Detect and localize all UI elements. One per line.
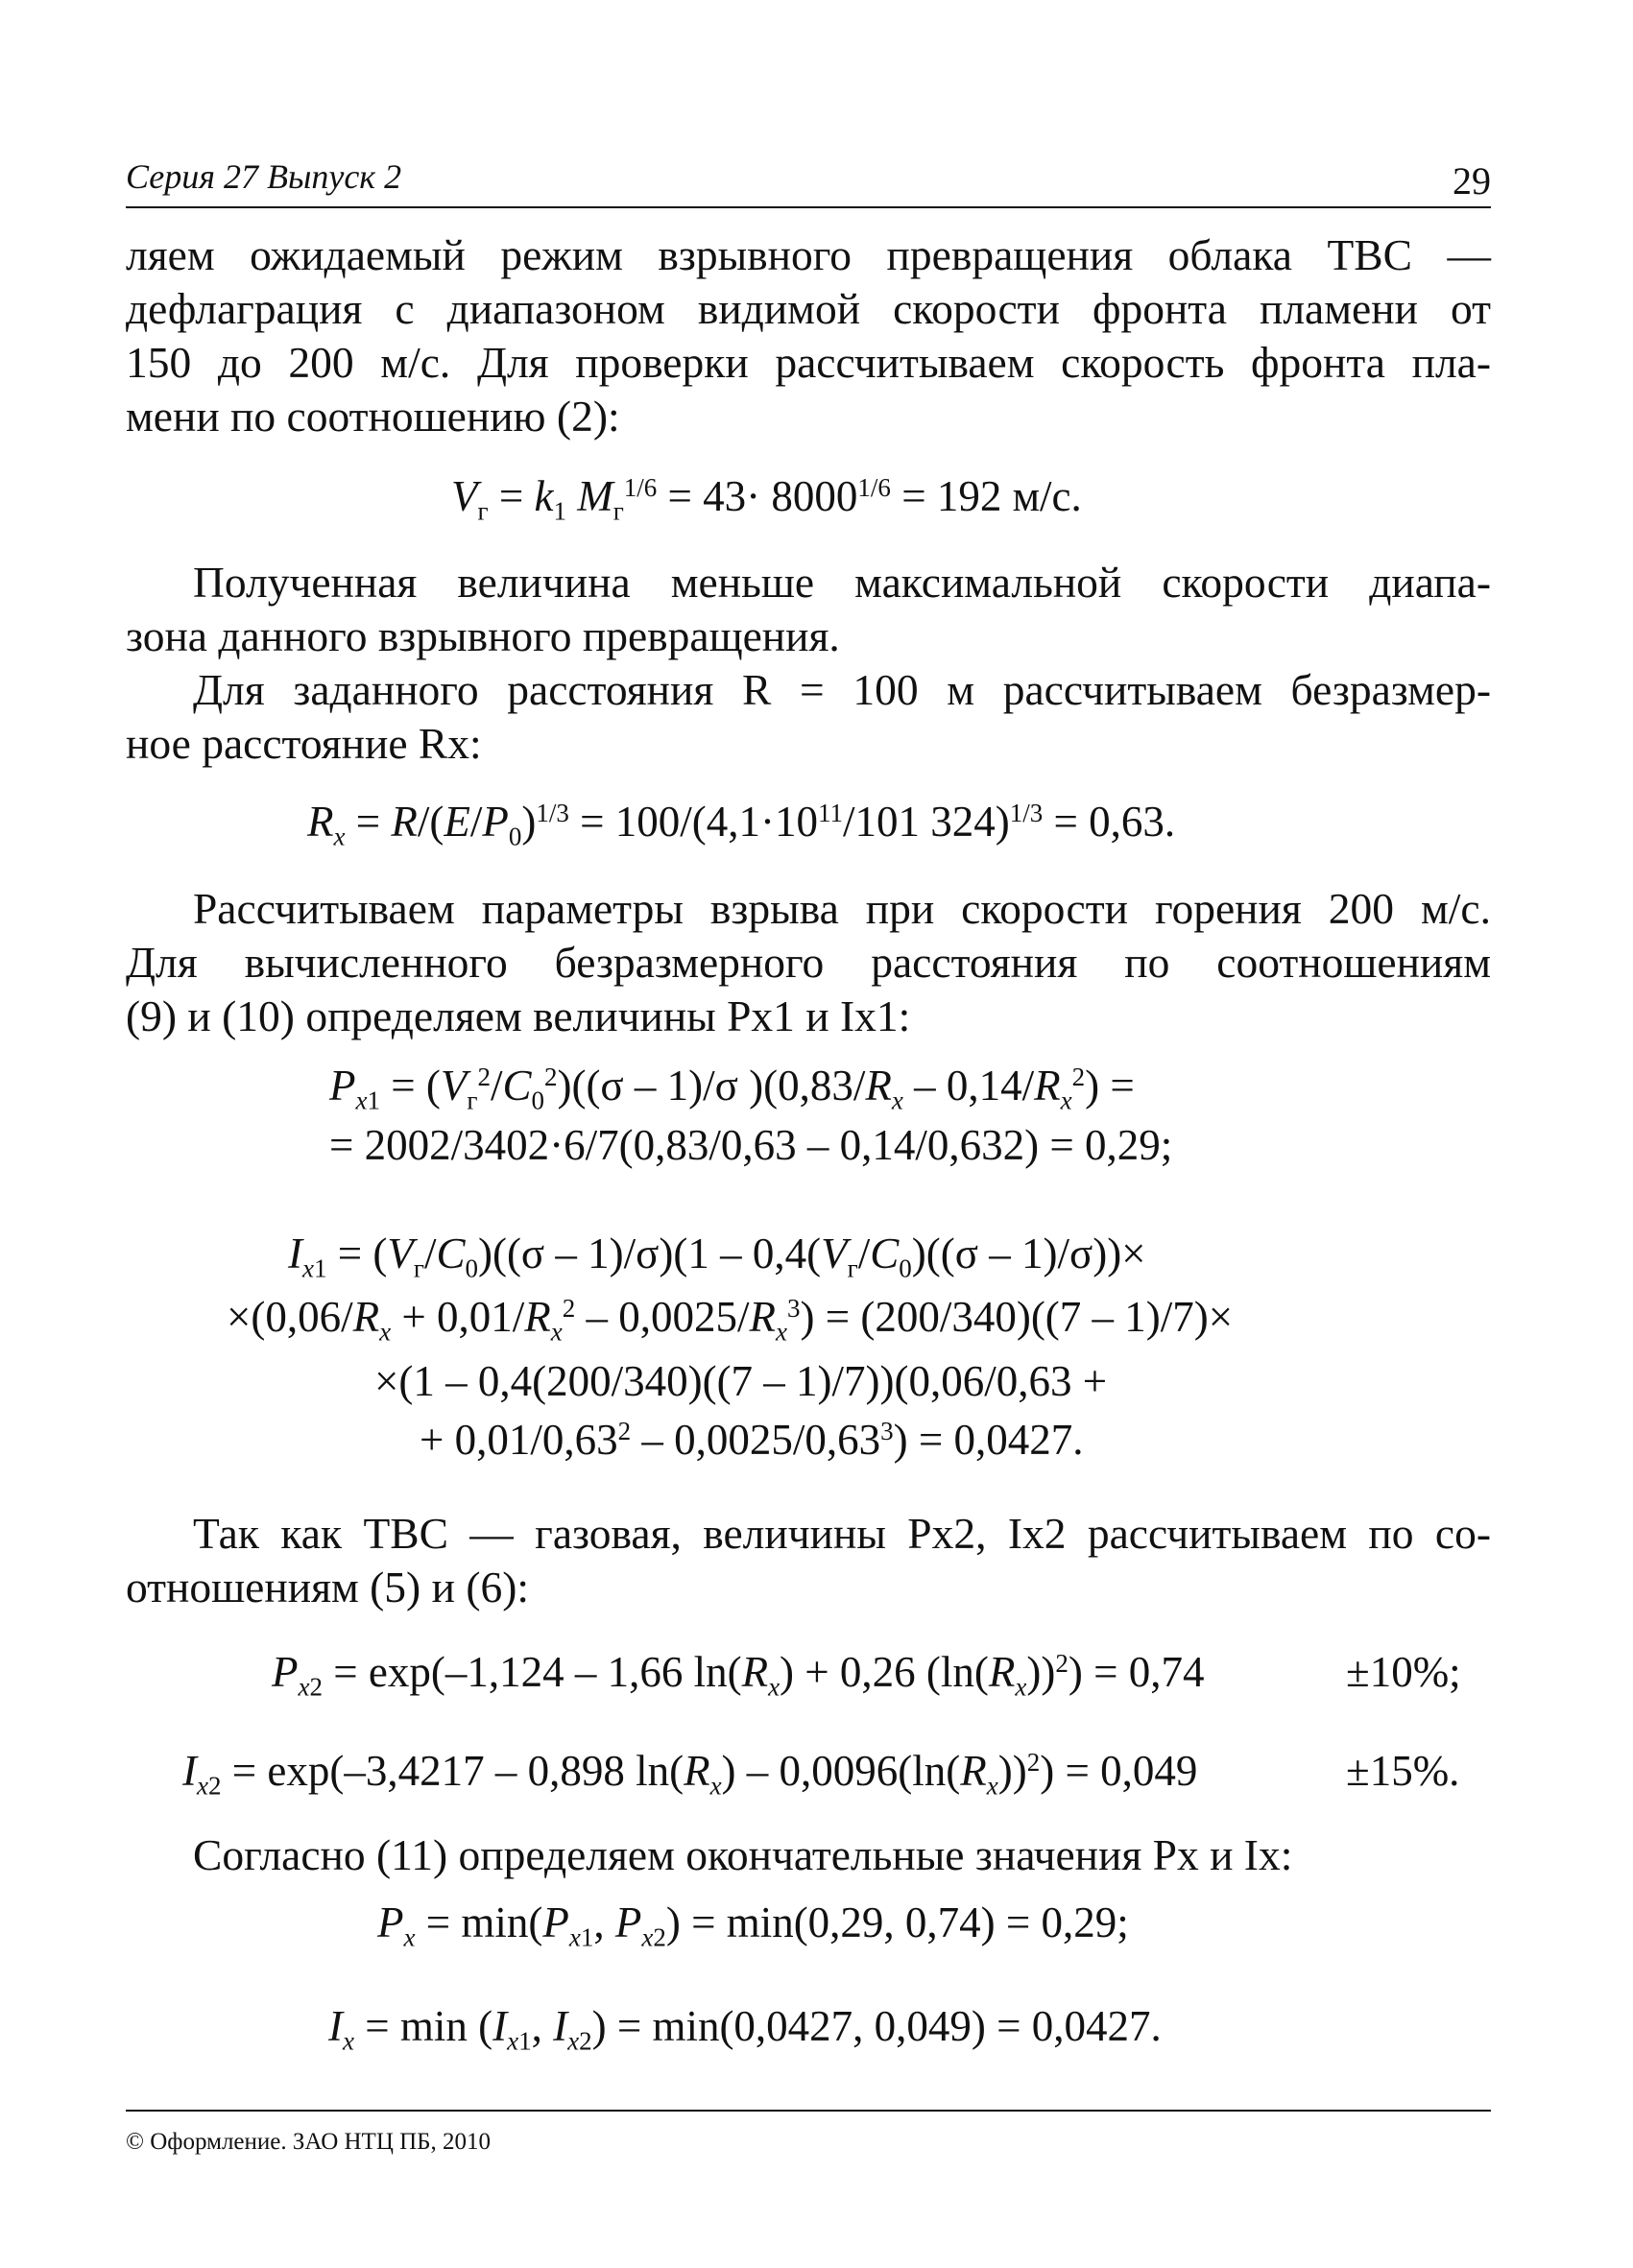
body-line: Для заданного расстояния R = 100 м рассчитываем безразмер- [193,665,1491,714]
series-title: Серия 27 Выпуск 2 [126,157,402,196]
formula-px1-line2: = 2002/3402·6/7(0,83/0,63 – 0,14/0,632) = 0,29; [329,1121,1173,1169]
formula-vg: $V_г = k_1$ $M_г^{1/6} = 43\cdot 8000^{1/6} = 192$ м/с. [451,472,1082,526]
body-line: (9) и (10) определяем величины Px1 и Ix1: [126,991,911,1040]
body-line: 150 до 200 м/с. Для проверки рассчитываем скорость фронта пла- [126,338,1491,387]
formula-ix2-tolerance: ±15%. [1346,1747,1460,1795]
body-line: отношениям (5) и (6): [126,1563,530,1611]
formula-px2-tolerance: ±10%; [1346,1648,1461,1696]
formula-rx: $R_x = R/(E/P_0)^{1/3} = 100/(4,1\cdot 10^{11}/101$ 324)$^{1/3}$ = 0,63. [307,798,1176,851]
body-line: Согласно (11) определяем окончательные значения Px и Ix: [193,1830,1293,1879]
formula-ix1-line4: + $0,01/0,63^2 - 0,0025/0,63^3) = 0,0427$. [420,1416,1084,1464]
body-line: Так как ТВС — газовая, величины Px2, Ix2 рассчитываем по со- [193,1509,1491,1558]
formula-ix1-line2: $\times(0,06/R_x + 0,01/R_x^2 - 0,0025/R_x^3) = (200/340)((7 - 1)/7)\times$ [227,1293,1234,1347]
body-line: Рассчитываем параметры взрыва при скорости горения 200 м/с. [193,884,1491,933]
body-line: ляем ожидаемый режим взрывного превращения облака ТВС — [126,230,1491,279]
body-line: мени по соотношению (2): [126,392,620,441]
body-line: Для вычисленного безразмерного расстояния по соотношениям [126,938,1491,987]
page-number: 29 [1453,159,1491,203]
footer-copyright: © Оформление. ЗАО НТЦ ПБ, 2010 [126,2129,492,2155]
body-line: ное расстояние Rx: [126,719,482,768]
formula-ix2: $I_{x2} = \exp(-3,4217 - 0,898$ $\ln(R_x) - 0,0096(\ln(R_x))^2) = 0,049$ [182,1747,1198,1801]
body-line: зона данного взрывного превращения. [126,611,840,660]
body-line: Полученная величина меньше максимальной скорости диапа- [193,558,1491,607]
formula-px: $P_x = \min(P_{x1}$, $P_{x2}) = \min(0,29$, 0,74) = 0,29; [377,1898,1129,1952]
formula-px2: $P_{x2} = \exp(-1,124 - 1,66$ $\ln(R_x) + 0,26$ $(\ln(R_x))^2) = 0,74$ [272,1648,1205,1702]
formula-px1-line1: $P_{x1} = (V_г^2/C_0^2)((\sigma - 1)/\sigma$ )$(0,83/R_x - 0,14/R_x^2)$ = [329,1062,1135,1115]
formula-ix: $I_x = \min (I_{x1}$, $I_{x2}) = \min(0,0427$, 0,049) = 0,0427. [328,2002,1162,2056]
footer-rule [126,2110,1491,2112]
header-rule [126,206,1491,208]
running-header [126,156,1491,206]
formula-ix1-line1: $I_{x1} = (V_г/C_0)((\sigma - 1)/\sigma)(1 - 0,4(V_г/C_0)((\sigma - 1)/\sigma))\times$ [288,1229,1146,1283]
formula-ix1-line3: ×(1 – 0,4(200/340)((7 – 1)/7))(0,06/0,63 + [374,1357,1108,1405]
body-line: дефлаграция с диапазоном видимой скорости фронта пламени от [126,284,1491,333]
